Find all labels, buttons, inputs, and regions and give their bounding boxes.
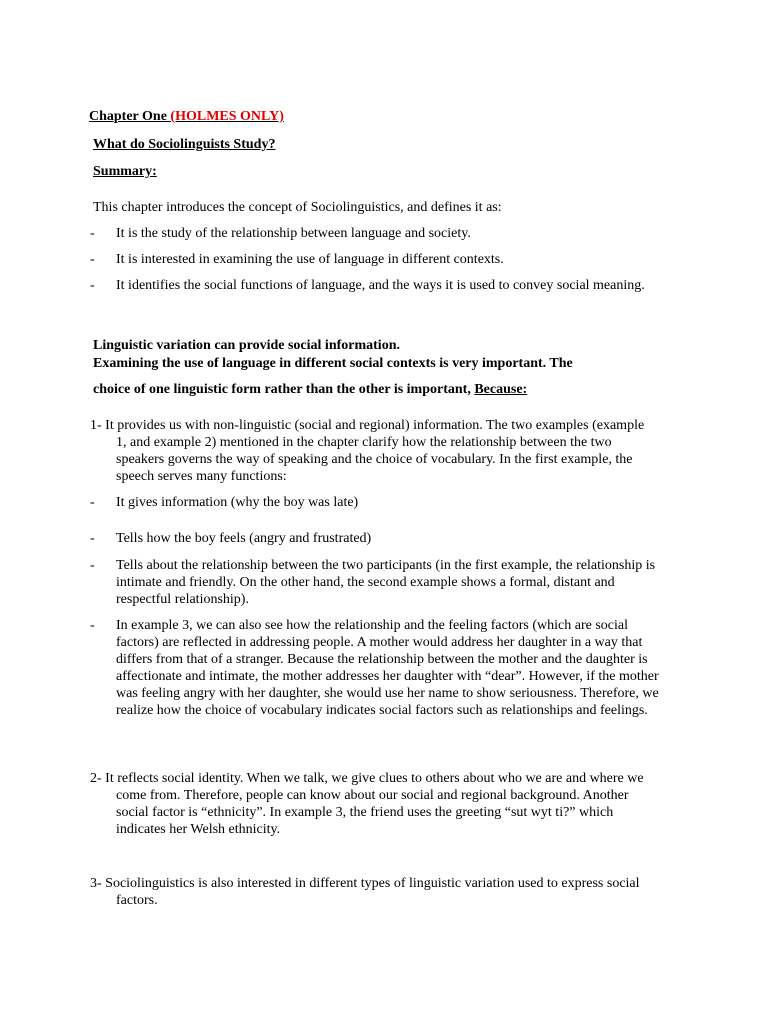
point-3 <box>90 875 650 909</box>
bullet-dash: - <box>90 618 95 633</box>
bullet-dash: - <box>90 226 95 241</box>
bullet-dash: - <box>90 278 95 293</box>
point-1-bullet-4: In example 3, we can also see how the relationship and the feeling factors (which are social factors) are reflected in addressing people. A mother would address her daughter in a way that differs from that of a stranger. Because the relationship between the mother and the daughter is affectionate and intimate, the mother addresses her daughter with “dear”. However, if the mother was feeling angry with her daughter, she would use her name to show seriousness. Therefore, we realize how the choice of vocabulary indicates social factors such as relationships and feelings. <box>116 618 659 718</box>
point-2-text: It reflects social identity. When we talk, we give clues to others about who we are and where we come from. Therefore, people can know about our social and regional background. Another social factor is “ethnicity”. In example 3, the friend uses the greeting “sut wyt ti?” which indicates her Welsh ethnicity. <box>105 771 644 837</box>
chapter-tag: (HOLMES ONLY) <box>170 109 284 124</box>
intro-bullet-3: It identifies the social functions of language, and the ways it is used to convey social meaning. <box>116 278 645 293</box>
point-1-number: 1- <box>90 418 102 433</box>
point-1-bullet-3: Tells about the relationship between the two participants (in the first example, the relationship is intimate and friendly. On the other hand, the second example shows a formal, distant and respectful relationship). <box>116 558 656 607</box>
point-3-text: Sociolinguistics is also interested in different types of linguistic variation used to express social factors. <box>105 876 640 908</box>
chapter-prefix: Chapter One <box>89 109 167 124</box>
bullet-dash: - <box>90 558 95 573</box>
bullet-dash: - <box>90 252 95 267</box>
variation-line-3-text: choice of one linguistic form rather than the other is important, <box>93 382 471 397</box>
chapter-heading <box>89 108 284 125</box>
point-1 <box>90 417 650 485</box>
bullet-dash: - <box>90 495 95 510</box>
point-2 <box>90 770 650 838</box>
point-1-text: It provides us with non-linguistic (social and regional) information. The two examples (example 1, and example 2) mentioned in the chapter clarify how the relationship between the two speakers governs the way of speaking and the choice of vocabulary. In the first example, the speech serves many functions: <box>105 418 645 484</box>
variation-line-1: Linguistic variation can provide social information. <box>93 338 400 353</box>
because-label: Because: <box>474 382 528 397</box>
point-3-number: 3- <box>90 876 102 891</box>
point-2-number: 2- <box>90 771 102 786</box>
intro-lead: This chapter introduces the concept of Sociolinguistics, and defines it as: <box>93 200 502 215</box>
question-heading: What do Sociolinguists Study? <box>93 137 276 152</box>
point-1-bullet-2: Tells how the boy feels (angry and frustrated) <box>116 531 372 546</box>
bullet-dash: - <box>90 531 95 546</box>
intro-bullet-2: It is interested in examining the use of language in different contexts. <box>116 252 504 267</box>
point-1-bullet-1: It gives information (why the boy was late) <box>116 495 359 510</box>
intro-bullet-1: It is the study of the relationship between language and society. <box>116 226 471 241</box>
variation-line-3 <box>93 381 527 398</box>
summary-label: Summary: <box>93 164 157 179</box>
variation-line-2: Examining the use of language in different social contexts is very important. The <box>93 356 573 371</box>
